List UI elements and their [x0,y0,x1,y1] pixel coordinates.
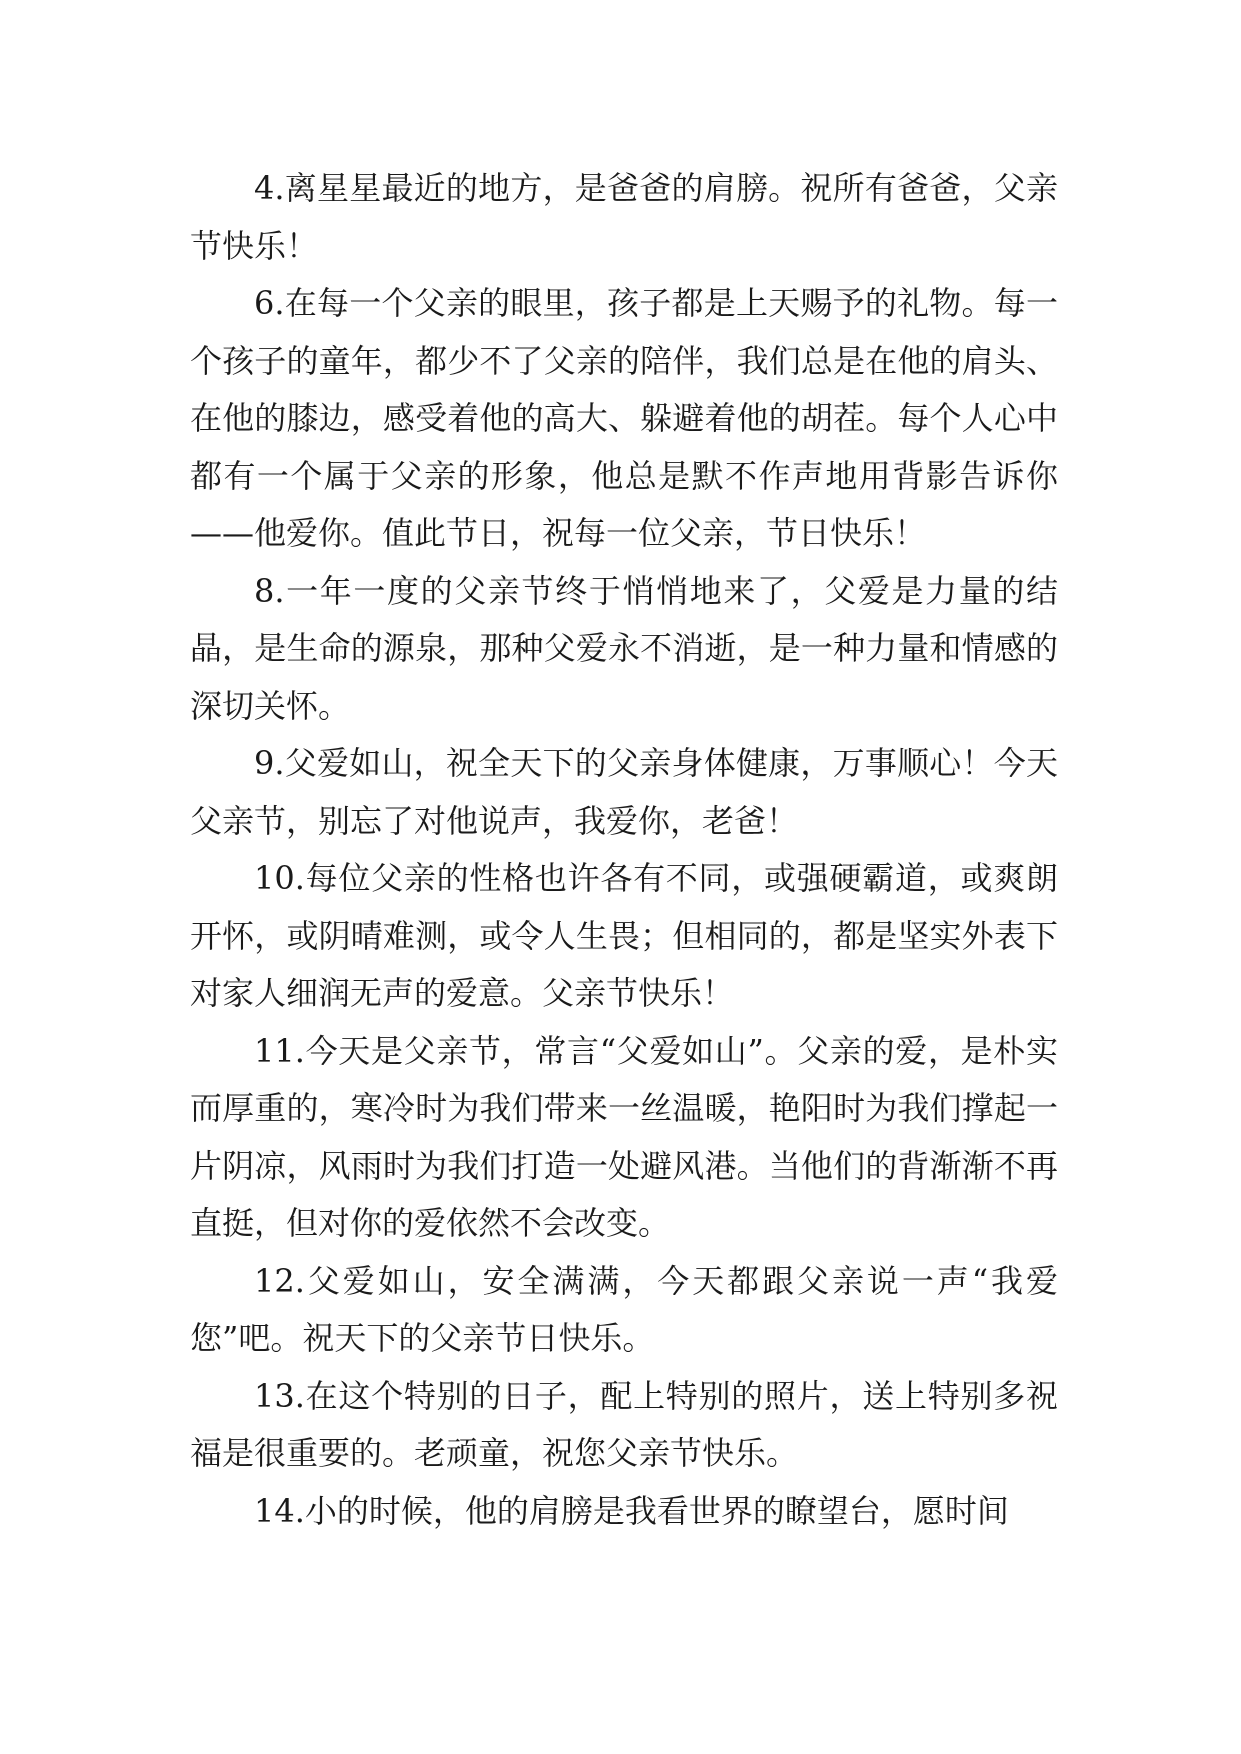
document-body [190,160,1058,1540]
paragraph-13: 13.在这个特别的日子，配上特别的照片，送上特别多祝福是很重要的。老顽童，祝您父亲节快乐。 [190,1376,1058,1472]
paragraph-11: 11.今天是父亲节，常言“父爱如山”。父亲的爱，是朴实而厚重的，寒冷时为我们带来一丝温暖，艳阳时为我们撑起一片阴凉，风雨时为我们打造一处避风港。当他们的背渐渐不再直挺，但对你的爱依然不会改变。 [190,1031,1058,1242]
paragraph-9: 9.父爱如山，祝全天下的父亲身体健康，万事顺心！今天父亲节，别忘了对他说声，我爱你，老爸！ [190,744,1058,840]
paragraph-6: 6.在每一个父亲的眼里，孩子都是上天赐予的礼物。每一个孩子的童年，都少不了父亲的陪伴，我们总是在他的肩头、在他的膝边，感受着他的高大、躲避着他的胡茬。每个人心中都有一个属于父亲的形象，他总是默不作声地用背影告诉你——他爱你。值此节日，祝每一位父亲，节日快乐！ [190,284,1058,552]
paragraph-10: 10.每位父亲的性格也许各有不同，或强硬霸道，或爽朗开怀，或阴晴难测，或令人生畏；但相同的，都是坚实外表下对家人细润无声的爱意。父亲节快乐！ [190,859,1058,1012]
paragraph-4: 4.离星星最近的地方，是爸爸的肩膀。祝所有爸爸，父亲节快乐！ [190,169,1058,265]
paragraph-8: 8.一年一度的父亲节终于悄悄地来了，父爱是力量的结晶，是生命的源泉，那种父爱永不消逝，是一种力量和情感的深切关怀。 [190,571,1058,725]
paragraph-14: 14.小的时候，他的肩膀是我看世界的瞭望台，愿时间 [254,1491,1009,1530]
paragraph-12: 12.父爱如山，安全满满，今天都跟父亲说一声“我爱您”吧。祝天下的父亲节日快乐。 [190,1261,1058,1357]
